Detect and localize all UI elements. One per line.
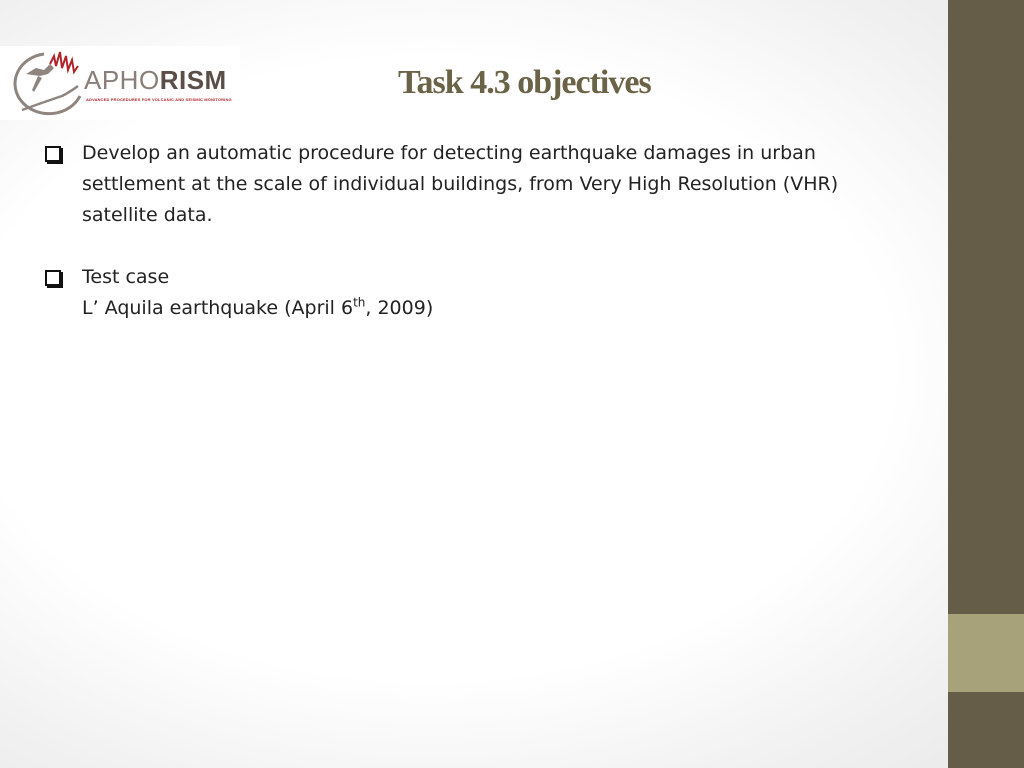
bullet-text: satellite data.: [82, 204, 213, 226]
checkbox-bullet-icon: [45, 270, 61, 286]
logo-tagline: ADVANCED PROCEDURES FOR VOLCANIC AND SEISMIC MONITORING: [86, 97, 232, 102]
bullet-text: settlement at the scale of individual buildings, from Very High Resolution (VHR): [82, 173, 839, 195]
slide-title: Task 4.3 objectives: [398, 64, 651, 101]
checkbox-bullet-icon: [45, 146, 61, 162]
bullet-list: [44, 138, 924, 324]
side-accent-block: [948, 614, 1024, 692]
bullet-item-test-case: [44, 262, 924, 324]
bullet-text: Develop an automatic procedure for detecting earthquake damages in urban: [82, 142, 816, 164]
aphorism-logo: [0, 46, 240, 120]
logo-wordmark: APHORISM: [84, 65, 227, 95]
bullet-text: Test case: [82, 266, 170, 288]
bullet-text-date: L’ Aquila earthquake (April 6th, 2009): [82, 295, 434, 319]
bullet-item-objective: [44, 138, 924, 231]
